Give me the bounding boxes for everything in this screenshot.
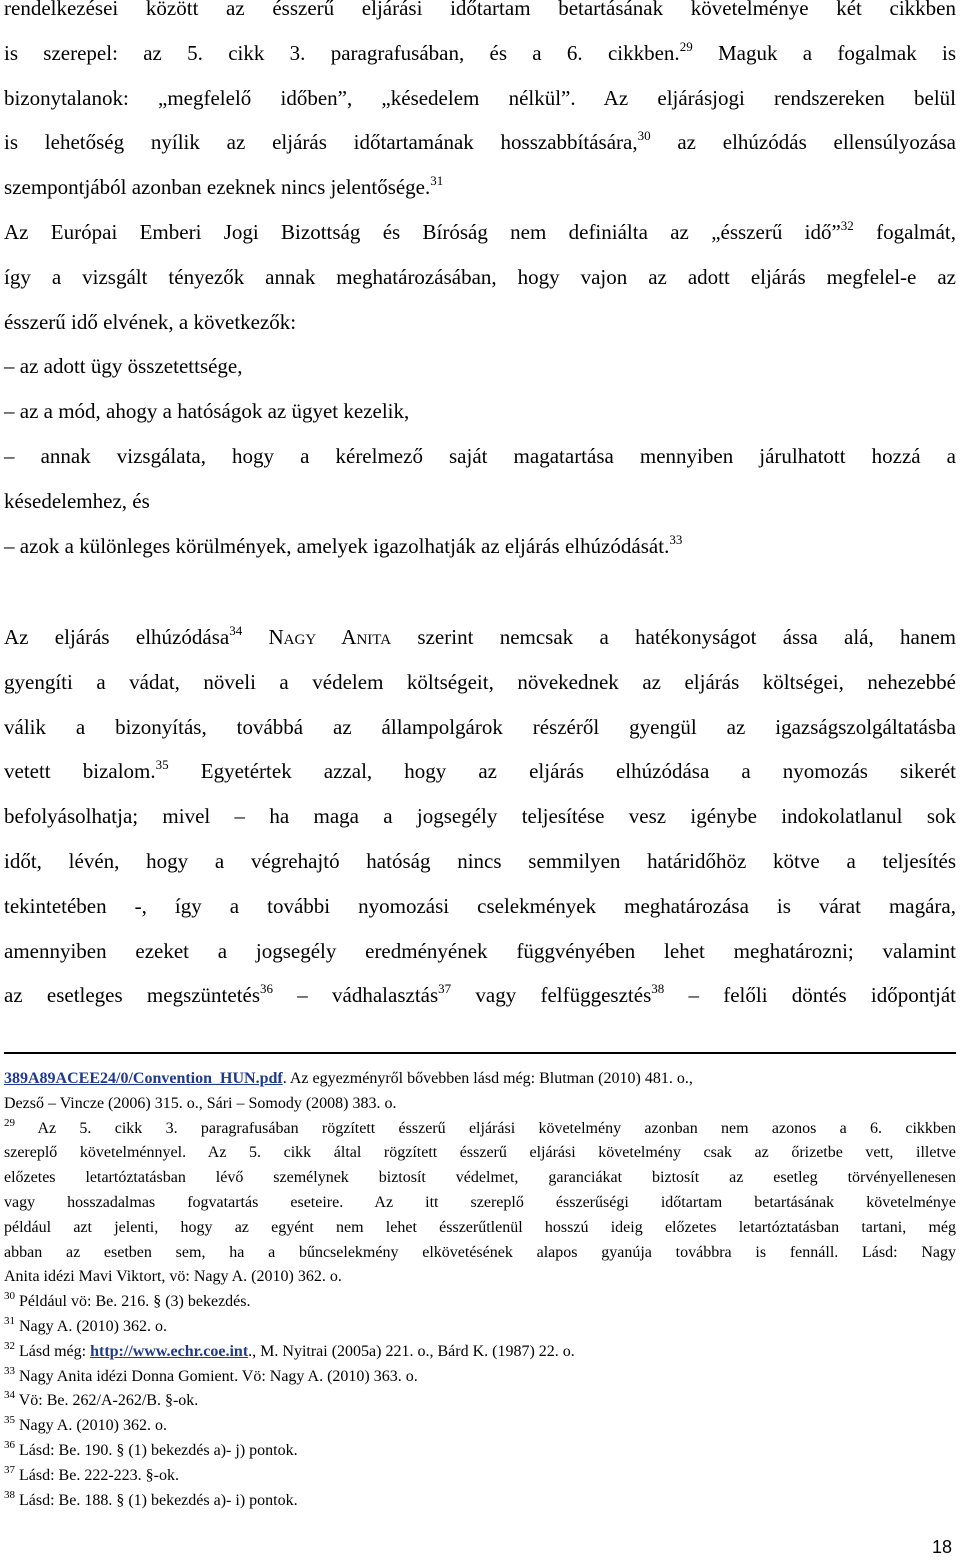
- footnote-number: 33: [4, 1364, 15, 1377]
- footnote-ref[interactable]: 38: [651, 981, 665, 997]
- footnote-ref[interactable]: 34: [229, 623, 243, 638]
- text-line: tekintetében -, így a további nyomozási cselekmények meghatározása is várat magára,: [4, 893, 956, 918]
- text-line: Az eljárás elhúzódása$^{34}$ Nagy Anita szerint nemcsak a hatékonyságot ássa alá, hanem: [4, 623, 957, 649]
- paragraph-1: [4, 0, 956, 210]
- text-line: vagy hosszadalmas fogvatartás eseteire. Az itt szereplő ésszerűségi időtartam betartásának követelménye: [4, 1193, 956, 1211]
- text-line: rendelkezései között az ésszerű eljárási időtartam betartásának követelménye két cikkben: [4, 0, 956, 20]
- text-line: szempontjából azonban ezeknek nincs jelentősége.$^{31}$: [4, 173, 444, 200]
- text-line: például azt jelenti, hogy az egyént nem lehet ésszerűtlenül hosszú ideig előzetes letartóztatásban tartani, még: [4, 1218, 956, 1236]
- text-line: $^{29}$ Az 5. cikk 3. paragrafusában rögzített ésszerű eljárási követelmény azonban nem azonos a 6. cikkben: [4, 1116, 956, 1137]
- footnote-36: $^{36}$ Lásd: Be. 190. § (1) bekezdés a)- j) pontok.: [4, 1438, 298, 1459]
- text-line: gyengíti a vádat, növeli a védelem költségeit, növekednek az eljárás költségei, nehezebbé: [4, 669, 956, 694]
- footnote-ref[interactable]: 30: [637, 128, 651, 144]
- echr-link[interactable]: http://www.echr.coe.int: [90, 1342, 249, 1360]
- page-number: 18: [931, 1537, 952, 1557]
- text-line: vetett bizalom.$^{35}$ Egyetértek azzal, hogy az eljárás elhúzódása a nyomozás sikerét: [4, 757, 957, 784]
- footnote-ref[interactable]: 36: [260, 981, 274, 997]
- list-item: – az adott ügy összetettsége,: [4, 354, 243, 379]
- list-item-continuation: késedelemhez, és: [4, 488, 150, 513]
- body-text-upper: [4, 0, 956, 568]
- footnote-34: $^{34}$ Vö: Be. 262/A-262/B. §-ok.: [4, 1389, 199, 1410]
- footnote-33: $^{33}$ Nagy Anita idézi Donna Gomient. Vö: Nagy A. (2010) 363. o.: [4, 1364, 418, 1385]
- footnote-ref[interactable]: 31: [430, 173, 444, 189]
- list-item: – azok a különleges körülmények, amelyek igazolhatják az eljárás elhúzódását.$^{33}$: [4, 531, 683, 558]
- text-line: abban az esetben sem, ha a bűncselekmény elkövetésének alapos gyanúja továbbra is fennáll. Lásd: Nagy: [4, 1243, 956, 1261]
- text-line: 389A89ACEE24/0/Convention_HUN.pdf. Az egyezményről bővebben lásd még: Blutman (2010) 481. o.,: [4, 1070, 693, 1087]
- text-line: bizonytalanok: „megfelelő időben”, „késedelem nélkül”. Az eljárásjogi rendszereken belül: [4, 85, 956, 110]
- list-item: – annak vizsgálata, hogy a kérelmező saját magatartása mennyiben járulhatott hozzá a: [4, 443, 956, 468]
- paragraph-3: [4, 615, 956, 1018]
- text-line: így a vizsgált tényezők annak meghatározásában, hogy vajon az adott eljárás megfelel-e az: [4, 264, 956, 289]
- footnote-number: 31: [4, 1314, 15, 1327]
- text-line: is lehetőség nyílik az eljárás időtartamának hosszabbítására,$^{30}$ az elhúzódás ellensúlyozása: [4, 128, 956, 155]
- footnote-ref[interactable]: 35: [155, 757, 169, 773]
- text-line: az esetleges megszüntetés$^{36}$ – vádhalasztás$^{37}$ vagy felfüggesztés$^{38}$ – felőli döntés időpontját: [4, 981, 957, 1008]
- footnote-separator: [4, 1052, 956, 1054]
- footnotes: [4, 1067, 956, 1513]
- text-line: Az Európai Emberi Jogi Bizottság és Bíróság nem definiálta az „ésszerű idő”$^{32}$ fogalmát,: [4, 217, 957, 244]
- footnote-number: 34: [4, 1389, 15, 1402]
- text-line: befolyásolhatja; mivel – ha maga a jogsegély teljesítése vesz igénybe indokolatlanul sok: [4, 804, 956, 829]
- text-line: Dezső – Vincze (2006) 315. o., Sári – Somody (2008) 383. o.: [4, 1094, 397, 1112]
- footnote-ref[interactable]: 37: [438, 981, 452, 997]
- footnote-number: 30: [4, 1290, 15, 1303]
- footnote-number: 37: [4, 1463, 15, 1476]
- footnote-29: [4, 1117, 956, 1291]
- footnote-31: $^{31}$ Nagy A. (2010) 362. o.: [4, 1314, 167, 1335]
- footnote-ref[interactable]: 33: [669, 531, 683, 547]
- text-line: időt, lévén, hogy a végrehajtó hatóság nincs semmilyen határidőhöz kötve a teljesítés: [4, 848, 956, 873]
- list-item: – az a mód, ahogy a hatóságok az ügyet kezelik,: [4, 399, 410, 424]
- text-line: ésszerű idő elvének, a következők:: [4, 309, 297, 334]
- footnote-number: 35: [4, 1414, 15, 1427]
- footnote-38: $^{38}$ Lásd: Be. 188. § (1) bekezdés a)- i) pontok.: [4, 1488, 298, 1509]
- footnote-number: 29: [4, 1116, 15, 1129]
- footnote-ref[interactable]: 32: [840, 217, 854, 233]
- footnote-number: 32: [4, 1339, 15, 1352]
- text-line: előzetes letartóztatásban lévő személynek biztosít védelmet, garanciákat biztosít az esetleg törvényellenesen: [4, 1169, 956, 1187]
- paragraph-2: [4, 210, 956, 344]
- text-line: Anita idézi Mavi Viktort, vö: Nagy A. (2010) 362. o.: [4, 1268, 342, 1286]
- criteria-list: [4, 344, 956, 568]
- text-line: válik a bizonyítás, továbbá az állampolgárok részéről gyengül az igazságszolgáltatásba: [4, 714, 956, 739]
- text-line: amennyiben ezeket a jogsegély eredményének függvényében lehet meghatározni; valamint: [4, 938, 956, 963]
- footnote-number: 36: [4, 1438, 15, 1451]
- footnote-32: $^{32}$ Lásd még: http://www.echr.coe.int., M. Nyitrai (2005a) 221. o., Bárd K. (1987) 22. o.: [4, 1339, 575, 1360]
- footnote-37: $^{37}$ Lásd: Be. 222-223. §-ok.: [4, 1463, 179, 1484]
- footnote-35: $^{35}$ Nagy A. (2010) 362. o.: [4, 1414, 167, 1435]
- footnote-30: $^{30}$ Például vö: Be. 216. § (3) bekezdés.: [4, 1290, 251, 1311]
- footnote-continued: [4, 1067, 956, 1117]
- body-text-lower: [4, 615, 956, 1018]
- author-name: Nagy Anita: [268, 625, 392, 649]
- text-line: szereplő követelménnyel. Az 5. cikk által rögzített ésszerű eljárási követelmény csak az őrizetbe vett, illetve: [4, 1144, 956, 1162]
- footnote-ref[interactable]: 29: [679, 38, 693, 54]
- footnote-number: 38: [4, 1488, 15, 1501]
- text-line: is szerepel: az 5. cikk 3. paragrafusában, és a 6. cikkben.$^{29}$ Maguk a fogalmak is: [4, 38, 956, 65]
- pdf-link[interactable]: 389A89ACEE24/0/Convention_HUN.pdf: [4, 1070, 283, 1087]
